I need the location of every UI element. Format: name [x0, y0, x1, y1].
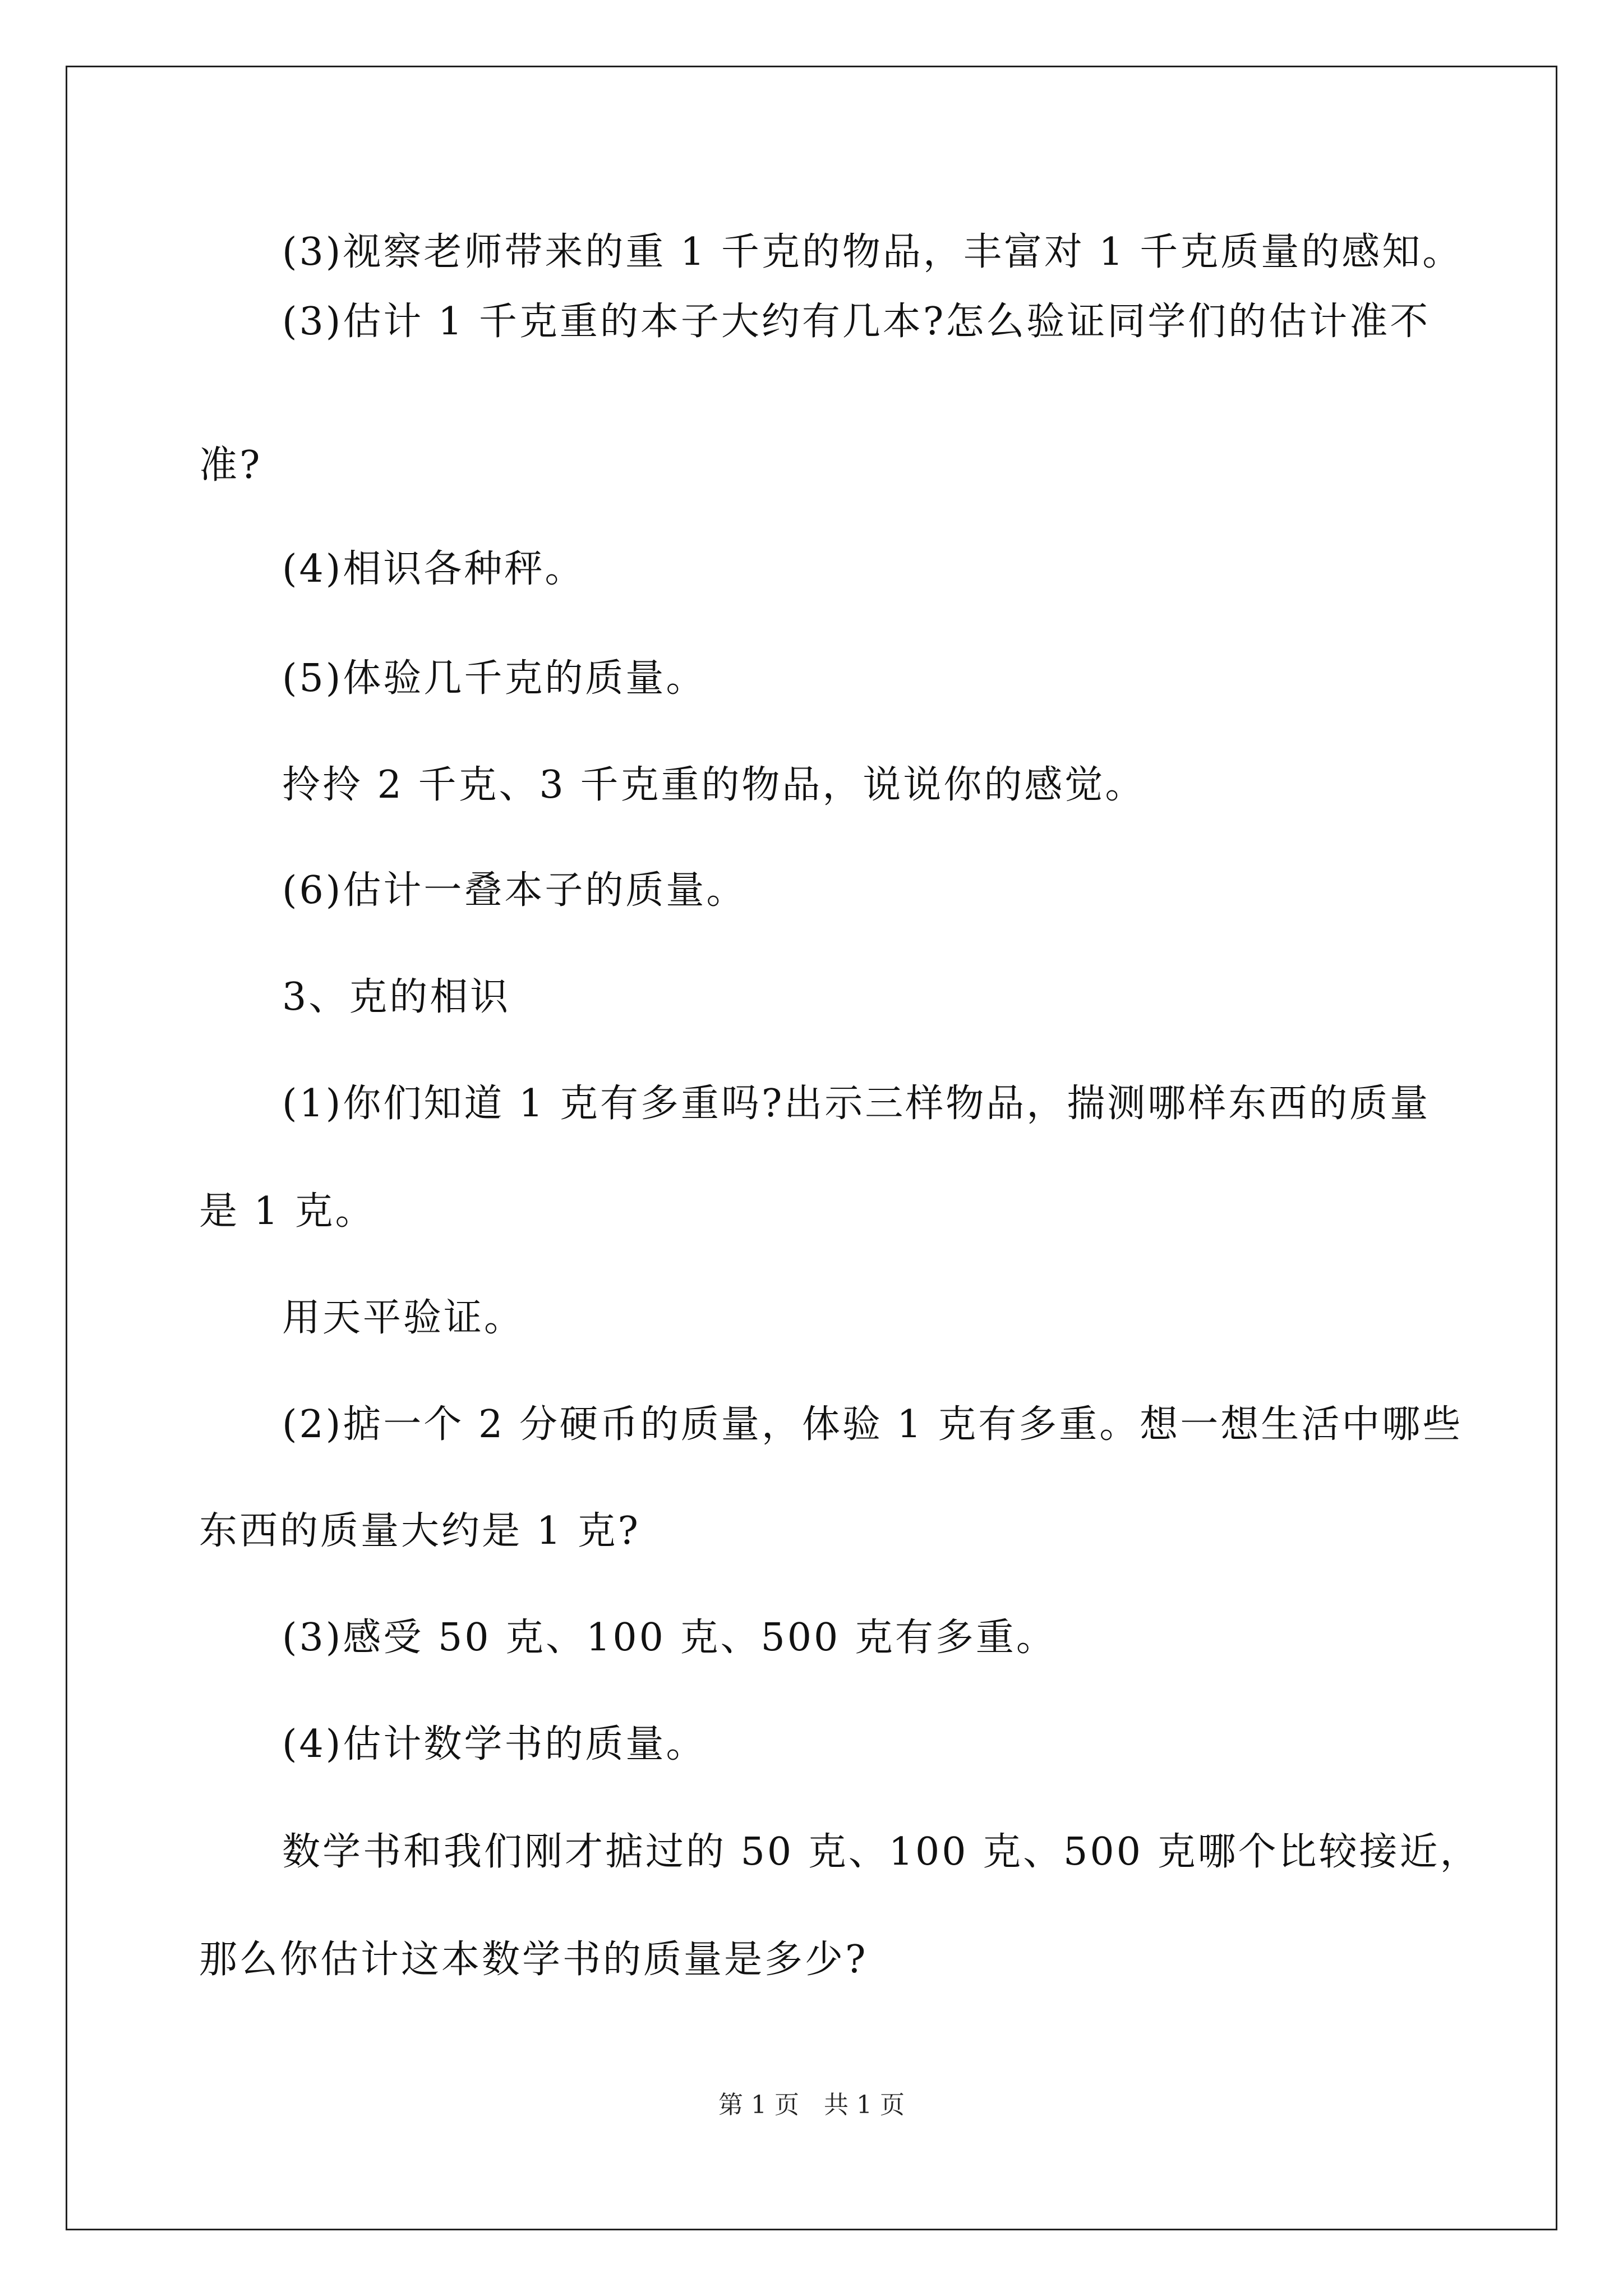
paragraph-2-continued: 准? [199, 443, 262, 487]
paragraph-5: 拎拎 2 千克、3 千克重的物品，说说你的感觉。 [282, 763, 1146, 807]
paragraph-6: (6)估计一叠本子的质量。 [282, 868, 747, 913]
paragraph-10: (3)感受 50 克、100 克、500 克有多重。 [282, 1616, 1057, 1660]
paragraph-4: (5)体验几千克的质量。 [282, 656, 707, 701]
paragraph-9-continued: 东西的质量大约是 1 克? [199, 1509, 640, 1553]
paragraph-9: (2)掂一个 2 分硬币的质量，体验 1 克有多重。想一想生活中哪些 [282, 1402, 1463, 1447]
paragraph-11: (4)估计数学书的质量。 [282, 1722, 707, 1766]
paragraph-8: 用天平验证。 [282, 1296, 525, 1340]
paragraph-3: (4)相识各种秤。 [282, 547, 585, 591]
paragraph-1: (3)视察老师带来的重 1 千克的物品，丰富对 1 千克质量的感知。 [282, 230, 1463, 274]
page-number-footer: 第 1 页 共 1 页 [718, 2091, 905, 2119]
paragraph-7-continued: 是 1 克。 [199, 1189, 376, 1234]
section-heading: 3、克的相识 [282, 975, 511, 1019]
paragraph-12: 数学书和我们刚才掂过的 50 克、100 克、500 克哪个比较接近， [282, 1830, 1481, 1874]
paragraph-7: (1)你们知道 1 克有多重吗?出示三样物品，揣测哪样东西的质量 [282, 1082, 1431, 1126]
paragraph-2: (3)估计 1 千克重的本子大约有几本?怎么验证同学们的估计准不 [282, 300, 1431, 344]
page-border [66, 66, 1557, 2230]
paragraph-12-continued: 那么你估计这本数学书的质量是多少? [199, 1938, 868, 1982]
